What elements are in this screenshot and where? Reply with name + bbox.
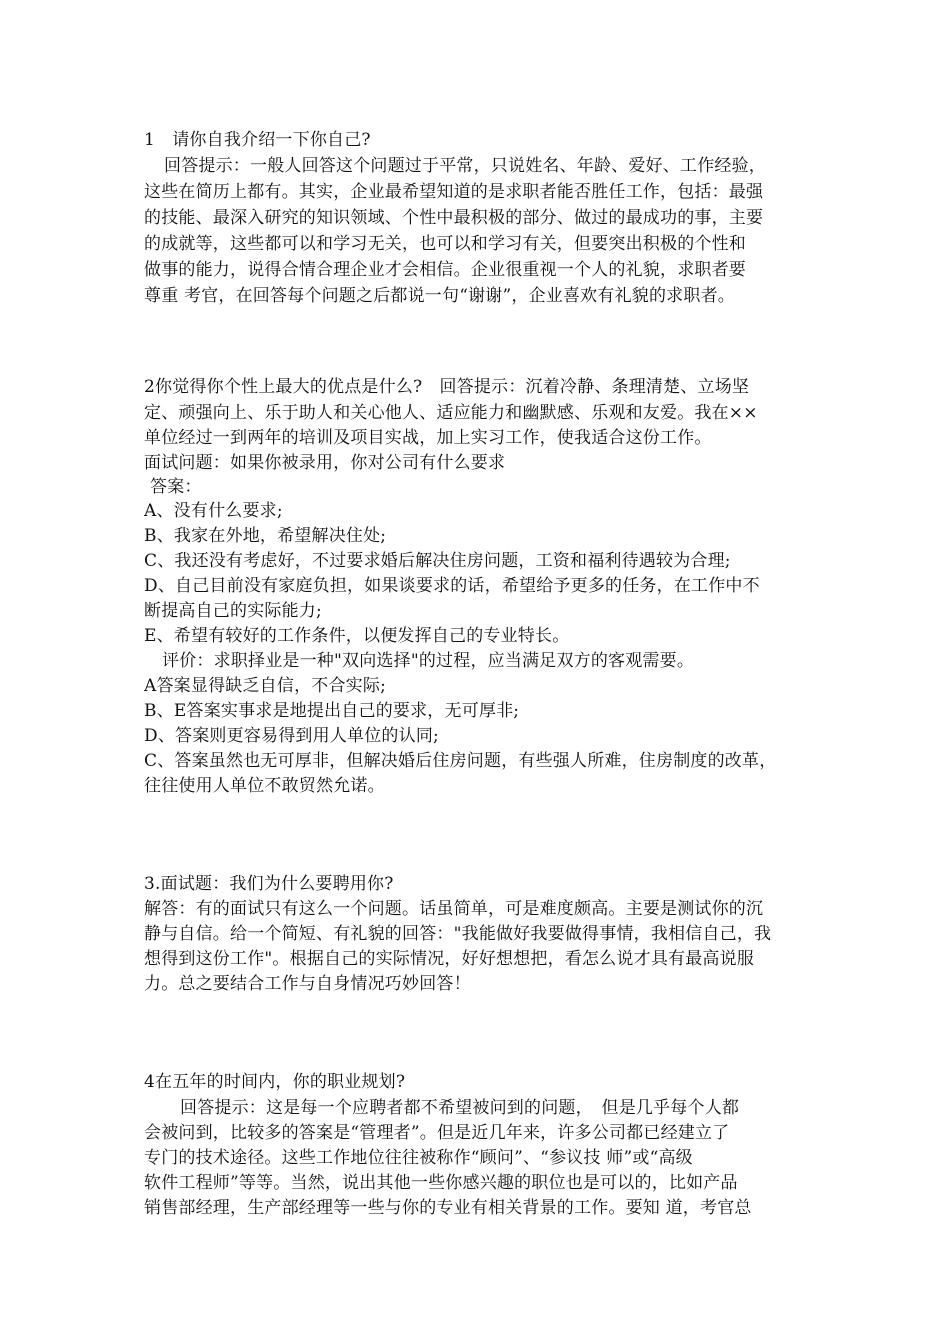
section2-line-12: 评价：求职择业是一种"双向选择"的过程，应当满足双方的客观需要。 (162, 651, 695, 671)
section2-line-7: B、我家在外地，希望解决住处; (144, 526, 387, 546)
section2-line-8: C、我还没有考虑好，不过要求婚后解决住房问题，工资和福利待遇较为合理; (144, 551, 731, 571)
section4-line-5: 软件工程师”等等。当然，说出其他一些你感兴趣的职位也是可以的，比如产品 (144, 1173, 738, 1193)
section2-line-15: D、答案则更容易得到用人单位的认同; (144, 726, 439, 746)
section4-line-4: 专门的技术途径。这些工作地位往往被称作“顾问”、“参议技 师”或“高级 (144, 1148, 693, 1168)
section1-line-2: 这些在简历上都有。其实，企业最希望知道的是求职者能否胜任工作，包括：最强 (144, 182, 764, 202)
section2-line-10: 断提高自己的实际能力; (144, 601, 322, 621)
section1-heading: 1 请你自我介绍一下你自己? (144, 130, 371, 150)
section2-line-5: 答案： (150, 477, 202, 497)
section3-line-3: 静与自信。给一个简短、有礼貌的回答："我能做好我要做得事情，我相信自己，我 (144, 924, 772, 944)
section4-line-6: 销售部经理，生产部经理等一些与你的专业有相关背景的工作。要知 道，考官总 (144, 1198, 752, 1218)
section2-line-9: D、自己目前没有家庭负担，如果谈要求的话，希望给予更多的任务，在工作中不 (144, 576, 760, 596)
section3-line-5: 力。总之要结合工作与自身情况巧妙回答！ (144, 974, 471, 994)
section1-line-4: 的成就等，这些都可以和学习无关，也可以和学习有关，但要突出积极的个性和 (144, 234, 746, 254)
section4-line-2: 回答提示：这是每一个应聘者都不希望被问到的问题， 但是几乎每个人都 (180, 1098, 740, 1118)
section2-line-14: B、E答案实事求是地提出自己的要求，无可厚非; (144, 701, 520, 721)
section2-line-1: 2你觉得你个性上最大的优点是什么? 回答提示：沉着冷静、条理清楚、立场坚 (144, 377, 750, 397)
section2-line-4: 面试问题：如果你被录用，你对公司有什么要求 (144, 453, 506, 473)
section1-line-1: 回答提示：一般人回答这个问题过于平常，只说姓名、年龄、爱好、工作经验， (164, 156, 766, 176)
section1-line-6: 尊重 考官，在回答每个问题之后都说一句“谢谢”，企业喜欢有礼貌的求职者。 (144, 286, 735, 306)
section3-line-2: 解答：有的面试只有这么一个问题。话虽简单，可是难度颇高。主要是测试你的沉 (144, 899, 764, 919)
section1-line-5: 做事的能力，说得合情合理企业才会相信。企业很重视一个人的礼貌，求职者要 (144, 260, 746, 280)
section3-line-1: 3.面试题：我们为什么要聘用你? (144, 874, 394, 894)
section1-line-3: 的技能、最深入研究的知识领域、个性中最积极的部分、做过的最成功的事，主要 (144, 208, 764, 228)
section3-line-4: 想得到这份工作"。根据自己的实际情况，好好想想把，看怎么说才具有最高说服 (144, 949, 755, 969)
section2-line-13: A答案显得缺乏自信，不合实际; (144, 676, 387, 696)
section2-line-6: A、没有什么要求; (144, 501, 283, 521)
section4-line-3: 会被问到，比较多的答案是“管理者”。但是近几年来，许多公司都已经建立了 (144, 1123, 730, 1143)
section2-line-16: C、答案虽然也无可厚非，但解决婚后住房问题，有些强人所难，住房制度的改革， (144, 751, 777, 771)
section4-line-1: 4在五年的时间内，你的职业规划? (144, 1072, 406, 1092)
section2-line-3: 单位经过一到两年的培训及项目实战，加上实习工作，使我适合这份工作。 (144, 428, 712, 448)
section2-line-17: 往往使用人单位不敢贸然允诺。 (144, 776, 385, 796)
section2-line-11: E、希望有较好的工作条件，以便发挥自己的专业特长。 (144, 626, 570, 646)
section2-line-2: 定、顽强向上、乐于助人和关心他人、适应能力和幽默感、乐观和友爱。我在×× (144, 403, 758, 423)
